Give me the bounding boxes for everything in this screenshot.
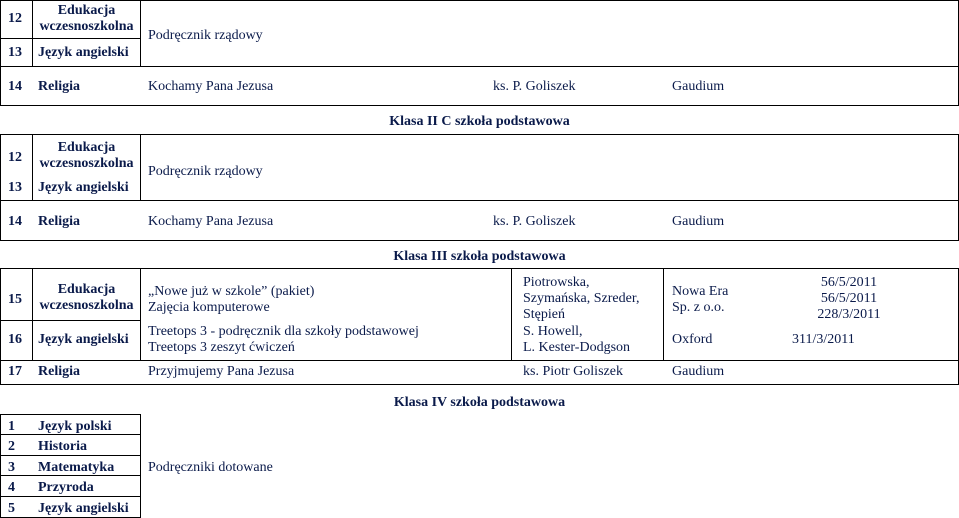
book-title: Kochamy Pana Jezusa	[148, 214, 274, 229]
book-publisher: Nowa Era	[672, 284, 729, 299]
subject-name: wczesnoszkolna	[39, 298, 134, 313]
subject-name: Religia	[38, 79, 80, 94]
book-author: S. Howell,	[523, 324, 583, 339]
book-title: Treetops 3 zeszyt ćwiczeń	[148, 340, 295, 355]
class-header: Klasa II C szkoła podstawowa	[389, 114, 570, 129]
approval-number: 56/5/2011	[820, 291, 878, 306]
class-header: Klasa IV szkoła podstawowa	[393, 395, 566, 410]
subject-name: Religia	[38, 364, 80, 379]
row-number: 2	[8, 439, 15, 454]
subject-name: Edukacja	[57, 282, 116, 297]
approval-number: 228/3/2011	[817, 307, 881, 322]
subject-name: Matematyka	[38, 460, 115, 475]
row-number: 16	[8, 332, 22, 347]
row-number: 17	[8, 364, 22, 379]
subject-name: Język angielski	[38, 45, 129, 60]
book-publisher: Sp. z o.o.	[672, 300, 725, 315]
row-number: 13	[8, 45, 22, 60]
row-number: 12	[8, 11, 22, 26]
row-number: 3	[8, 460, 15, 475]
book-author: ks. P. Goliszek	[493, 214, 576, 229]
class-header: Klasa III szkoła podstawowa	[393, 249, 566, 264]
textbook-note: Podręcznik rządowy	[148, 164, 263, 179]
textbook-note: Podręczniki dotowane	[148, 460, 273, 475]
subject-name: Religia	[38, 214, 80, 229]
book-publisher: Gaudium	[672, 79, 725, 94]
book-title: Zajęcia komputerowe	[148, 300, 270, 315]
book-title: Treetops 3 - podręcznik dla szkoły podstawowej	[148, 324, 419, 339]
row-number: 14	[8, 79, 22, 94]
row-number: 5	[8, 501, 15, 516]
row-number: 15	[8, 292, 22, 307]
book-author: Stępień	[523, 307, 565, 322]
row-number: 14	[8, 214, 22, 229]
book-publisher: Gaudium	[672, 214, 725, 229]
subject-name: Przyroda	[38, 480, 94, 495]
row-number: 4	[8, 480, 15, 495]
subject-name: Język polski	[38, 419, 112, 434]
approval-number: 56/5/2011	[820, 275, 878, 290]
book-author: ks. Piotr Goliszek	[523, 364, 623, 379]
book-author: Piotrowska,	[523, 275, 590, 290]
subject-name: Język angielski	[38, 332, 129, 347]
book-title: „Nowe już w szkole” (pakiet)	[148, 284, 315, 299]
row-number: 12	[8, 150, 22, 165]
subject-name: wczesnoszkolna	[39, 19, 134, 34]
row-number: 1	[8, 419, 15, 434]
subject-name: Historia	[38, 439, 87, 454]
book-title: Przyjmujemy Pana Jezusa	[148, 364, 295, 379]
subject-name: wczesnoszkolna	[39, 156, 134, 171]
subject-name: Edukacja	[57, 3, 116, 18]
approval-number: 311/3/2011	[792, 332, 855, 347]
textbook-note: Podręcznik rządowy	[148, 28, 263, 43]
book-publisher: Oxford	[672, 332, 713, 347]
subject-name: Język angielski	[38, 501, 129, 516]
book-author: L. Kester-Dodgson	[523, 340, 631, 355]
subject-name: Edukacja	[57, 140, 116, 155]
book-title: Kochamy Pana Jezusa	[148, 79, 274, 94]
row-number: 13	[8, 180, 22, 195]
book-publisher: Gaudium	[672, 364, 725, 379]
subject-name: Język angielski	[38, 180, 129, 195]
book-author: Szymańska, Szreder,	[523, 291, 640, 306]
book-author: ks. P. Goliszek	[493, 79, 576, 94]
